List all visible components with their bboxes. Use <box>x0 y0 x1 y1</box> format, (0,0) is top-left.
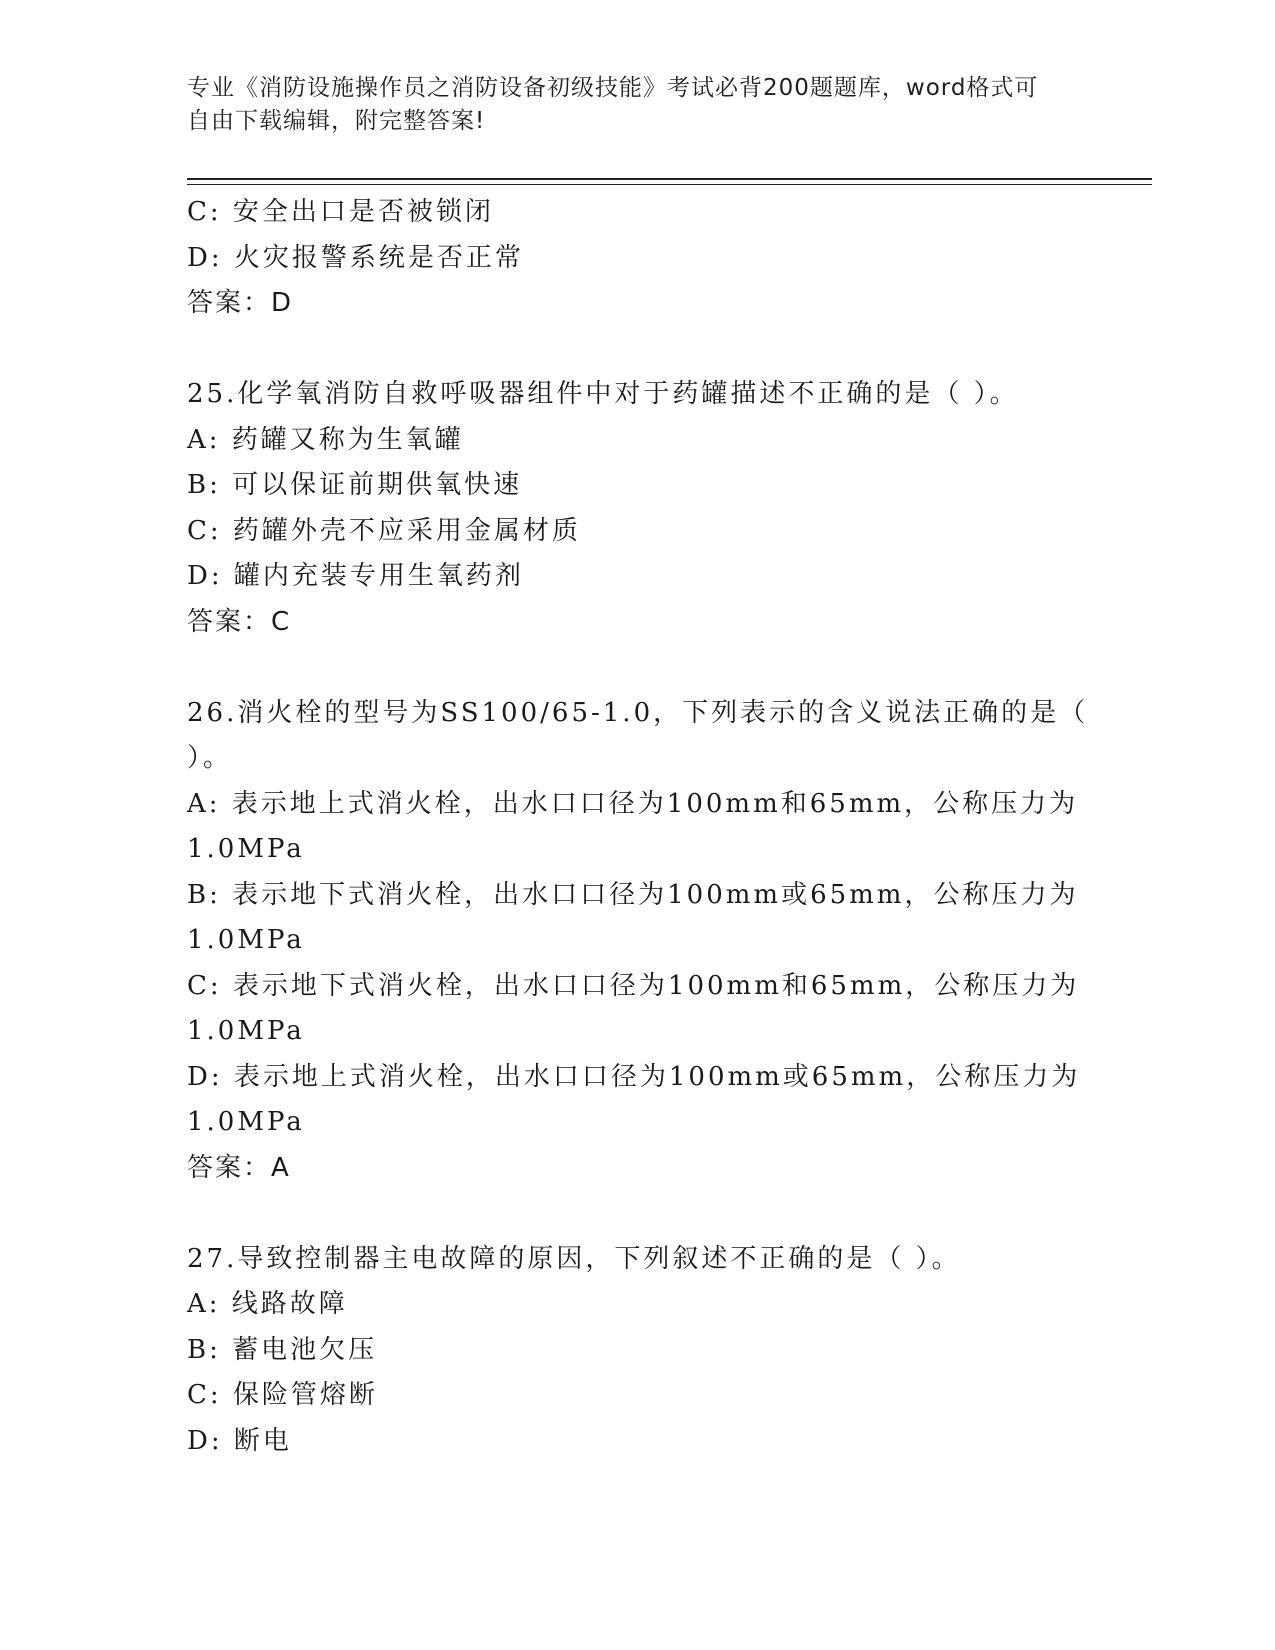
spacer <box>187 327 1087 373</box>
option-d: D: 罐内充装专用生氧药剂 <box>187 561 524 591</box>
question-27 <box>187 1237 1087 1465</box>
question-25 <box>187 372 1087 645</box>
header-line-1: 专业《消防设施操作员之消防设备初级技能》考试必背200题题库，word格式可 <box>187 75 1039 101</box>
answer-label: 答案：D <box>187 288 294 318</box>
option-d-line-1: D: 表示地上式消火栓，出水口口径为100mm或65mm，公称压力为 <box>187 1061 1081 1092</box>
document-body <box>187 190 1087 1464</box>
header-divider-thin <box>187 184 1152 185</box>
question-26 <box>187 691 1087 1192</box>
option-a-line-2: 1.0MPa <box>187 834 305 864</box>
option-d: D: 火灾报警系统是否正常 <box>187 242 524 273</box>
option-b: B: 蓄电池欠压 <box>187 1334 378 1365</box>
spacer <box>187 645 1087 691</box>
previous-question-tail <box>187 190 1087 327</box>
spacer <box>187 1191 1087 1237</box>
option-c-line-2: 1.0MPa <box>187 1016 305 1046</box>
option-d-line-2: 1.0MPa <box>187 1107 305 1137</box>
option-c: C: 药罐外壳不应采用金属材质 <box>187 515 581 546</box>
question-stem-line-2: ）。 <box>187 743 233 773</box>
question-stem: 25.化学氧消防自救呼吸器组件中对于药罐描述不正确的是（ ）。 <box>187 379 1019 409</box>
option-a: A: 线路故障 <box>187 1289 348 1319</box>
option-a-line-1: A: 表示地上式消火栓，出水口口径为100mm和65mm，公称压力为 <box>187 788 1079 819</box>
option-c: C: 保险管熔断 <box>187 1380 378 1410</box>
option-c-line-1: C: 表示地下式消火栓，出水口口径为100mm和65mm，公称压力为 <box>187 970 1080 1001</box>
option-c: C: 安全出口是否被锁闭 <box>187 197 494 227</box>
question-stem-line-1: 26.消火栓的型号为SS100/65-1.0，下列表示的含义说法正确的是（ <box>187 697 1089 728</box>
option-d: D: 断电 <box>187 1425 292 1456</box>
option-b-line-1: B: 表示地下式消火栓，出水口口径为100mm或65mm，公称压力为 <box>187 879 1079 910</box>
question-stem: 27.导致控制器主电故障的原因，下列叙述不正确的是（ ）。 <box>187 1243 961 1274</box>
header-line-2: 自由下载编辑，附完整答案! <box>187 108 486 134</box>
answer-label: 答案：A <box>187 1152 291 1183</box>
answer-label: 答案：C <box>187 606 292 637</box>
header-divider-thick <box>187 178 1152 180</box>
option-b: B: 可以保证前期供氧快速 <box>187 470 523 500</box>
document-header <box>187 72 1067 138</box>
option-a: A: 药罐又称为生氧罐 <box>187 424 464 455</box>
option-b-line-2: 1.0MPa <box>187 925 305 955</box>
